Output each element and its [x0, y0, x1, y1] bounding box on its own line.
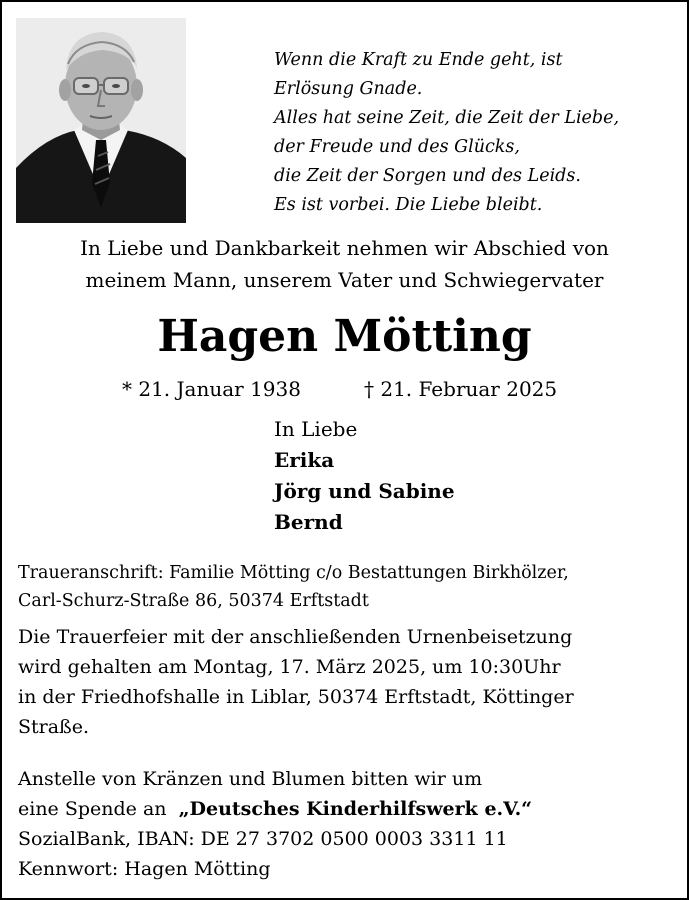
birth-date: * 21. Januar 1938 — [122, 377, 301, 401]
bank-details: SozialBank, IBAN: DE 27 3702 0500 0003 3311 11 — [18, 828, 508, 850]
deceased-name: Hagen Mötting — [157, 311, 532, 362]
mourners — [274, 414, 455, 538]
donation-line: Anstelle von Kränzen und Blumen bitten wir um — [18, 768, 483, 790]
mourner-name: Erika — [274, 448, 335, 472]
portrait-image — [16, 18, 186, 223]
poem-line: Wenn die Kraft zu Ende geht, ist — [274, 50, 563, 70]
intro-line: In Liebe und Dankbarkeit nehmen wir Abschied von — [80, 236, 609, 260]
intro-line: meinem Mann, unserem Vater und Schwiegervater — [85, 268, 604, 292]
death-date: † 21. Februar 2025 — [364, 377, 558, 401]
mourning-address — [18, 559, 569, 615]
donation-request — [18, 764, 532, 884]
mourner-name: Bernd — [274, 510, 343, 534]
poem-line: Alles hat seine Zeit, die Zeit der Liebe, — [274, 108, 620, 128]
poem-line: die Zeit der Sorgen und des Leids. — [274, 166, 581, 186]
address-line: Carl-Schurz-Straße 86, 50374 Erftstadt — [18, 591, 369, 611]
poem-line: der Freude und des Glücks, — [274, 137, 520, 157]
farewell-intro — [2, 232, 687, 296]
poem-line: Erlösung Gnade. — [274, 79, 423, 99]
address-line: Traueranschrift: Familie Mötting c/o Bestattungen Birkhölzer, — [18, 563, 569, 583]
mourner-name: Jörg und Sabine — [274, 479, 455, 503]
donation-organization: „Deutsches Kinderhilfswerk e.V.“ — [178, 798, 533, 820]
funeral-ceremony-info — [18, 622, 574, 742]
ceremony-line: in der Friedhofshalle in Liblar, 50374 Erftstadt, Köttinger — [18, 686, 574, 708]
poem-line: Es ist vorbei. Die Liebe bleibt. — [274, 195, 543, 215]
ceremony-line: Die Trauerfeier mit der anschließenden Urnenbeisetzung — [18, 626, 573, 648]
ceremony-line: Straße. — [18, 716, 90, 738]
poem — [274, 46, 674, 220]
donation-line — [18, 794, 532, 824]
portrait-photo — [16, 18, 186, 223]
donation-keyword: Kennwort: Hagen Mötting — [18, 858, 271, 880]
mourners-intro: In Liebe — [274, 417, 358, 441]
donation-prefix: eine Spende an — [18, 798, 179, 820]
ceremony-line: wird gehalten am Montag, 17. März 2025, um 10:30Uhr — [18, 656, 561, 678]
